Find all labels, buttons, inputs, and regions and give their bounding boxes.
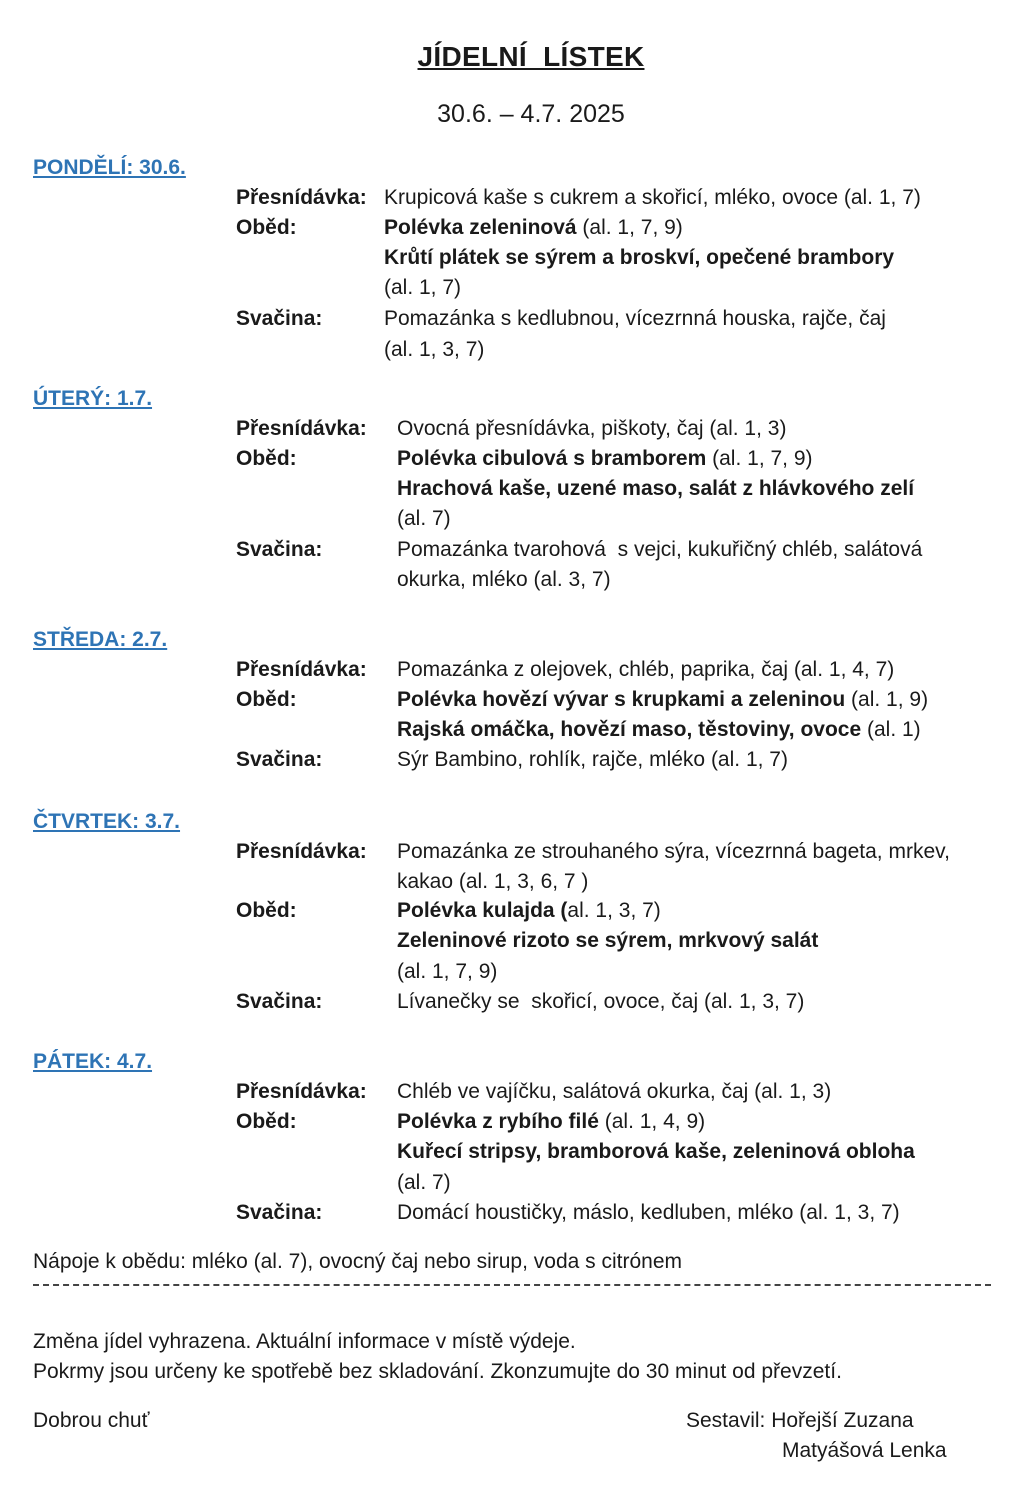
- meal-svacina-line: Sýr Bambino, rohlík, rajče, mléko (al. 1, 7): [397, 748, 788, 771]
- notice-change: Změna jídel vyhrazena. Aktuální informace v místě výdeje.: [33, 1330, 576, 1353]
- day-heading-tuesday: ÚTERÝ: 1.7.: [33, 387, 153, 410]
- main-dish-name: Krůtí plátek se sýrem a broskví, opečené brambory: [384, 246, 895, 269]
- meal-main-line: [384, 246, 894, 270]
- closing-greeting: Dobrou chuť: [33, 1409, 150, 1432]
- meal-label-presnidavka: Přesnídávka:: [236, 840, 367, 863]
- meal-label-svacina: Svačina:: [236, 990, 323, 1013]
- meal-presnidavka-line: Pomazánka z olejovek, chléb, paprika, čaj (al. 1, 4, 7): [397, 658, 895, 681]
- main-dish-name: Hrachová kaše, uzené maso, salát z hlávkového zelí: [397, 477, 915, 500]
- main-dish-allergens: (al. 1): [861, 718, 921, 741]
- soup-name: Polévka zeleninová: [384, 216, 577, 239]
- meal-presnidavka-line: Ovocná přesnídávka, piškoty, čaj (al. 1, 3): [397, 417, 787, 440]
- meal-svacina-line: Pomazánka tvarohová s vejci, kukuřičný chléb, salátová: [397, 538, 923, 561]
- meal-svacina-line: Pomazánka s kedlubnou, vícezrnná houska, rajče, čaj: [384, 307, 886, 330]
- main-dish-name: Rajská omáčka, hovězí maso, těstoviny, ovoce: [397, 718, 862, 741]
- soup-allergens: (al. 1, 4, 9): [598, 1110, 706, 1133]
- meal-presnidavka-line: Krupicová kaše s cukrem a skořicí, mléko, ovoce (al. 1, 7): [384, 186, 921, 209]
- day-heading-wednesday: STŘEDA: 2.7.: [33, 628, 168, 651]
- meal-soup-line: [397, 688, 928, 712]
- meal-main-allergens: (al. 7): [397, 1171, 451, 1194]
- day-heading-thursday: ČTVRTEK: 3.7.: [33, 810, 181, 833]
- meal-label-svacina: Svačina:: [236, 1201, 323, 1224]
- day-heading-monday: PONDĚLÍ: 30.6.: [33, 156, 186, 179]
- meal-main-line: [397, 1140, 915, 1164]
- meal-svacina-line: Domácí houstičky, máslo, kedluben, mléko (al. 1, 3, 7): [397, 1201, 900, 1224]
- separator-line: [33, 1284, 991, 1286]
- meal-label-presnidavka: Přesnídávka:: [236, 1080, 367, 1103]
- meal-presnidavka-line: Pomazánka ze strouhaného sýra, vícezrnná bageta, mrkev,: [397, 840, 950, 863]
- soup-name: Polévka cibulová s bramborem: [397, 447, 707, 470]
- meal-label-obed: Oběd:: [236, 447, 297, 470]
- meal-main-allergens: (al. 7): [397, 507, 451, 530]
- soup-name: Polévka hovězí vývar s krupkami a zeleninou: [397, 688, 846, 711]
- meal-svacina-line: okurka, mléko (al. 3, 7): [397, 568, 611, 591]
- meal-label-obed: Oběd:: [236, 1110, 297, 1133]
- meal-label-presnidavka: Přesnídávka:: [236, 417, 367, 440]
- meal-soup-line: [397, 447, 813, 471]
- meal-svacina-line: Lívanečky se skořicí, ovoce, čaj (al. 1, 3, 7): [397, 990, 805, 1013]
- meal-presnidavka-line: Chléb ve vajíčku, salátová okurka, čaj (al. 1, 3): [397, 1080, 832, 1103]
- meal-label-obed: Oběd:: [236, 216, 297, 239]
- meal-label-svacina: Svačina:: [236, 748, 323, 771]
- meal-label-svacina: Svačina:: [236, 538, 323, 561]
- notice-storage: Pokrmy jsou určeny ke spotřebě bez skladování. Zkonzumujte do 30 minut od převzetí.: [33, 1360, 842, 1383]
- meal-main-allergens: (al. 1, 7): [384, 276, 462, 299]
- meal-label-obed: Oběd:: [236, 899, 297, 922]
- main-dish-name: Kuřecí stripsy, bramborová kaše, zeleninová obloha: [397, 1140, 915, 1163]
- day-heading-friday: PÁTEK: 4.7.: [33, 1050, 153, 1073]
- date-range: 30.6. – 4.7. 2025: [437, 100, 625, 128]
- meal-soup-line: [397, 899, 661, 923]
- meal-presnidavka-line: kakao (al. 1, 3, 6, 7 ): [397, 870, 589, 893]
- meal-soup-line: [384, 216, 683, 240]
- signature-author-2: Matyášová Lenka: [782, 1439, 947, 1462]
- soup-allergens: (al. 1, 7, 9): [576, 216, 683, 239]
- meal-soup-line: [397, 1110, 705, 1134]
- meal-main-allergens: (al. 1, 7, 9): [397, 960, 498, 983]
- signature-author: Sestavil: Hořejší Zuzana: [686, 1409, 914, 1432]
- meal-label-presnidavka: Přesnídávka:: [236, 658, 367, 681]
- menu-title: JÍDELNÍ LÍSTEK: [417, 41, 645, 72]
- soup-allergens: al. 1, 3, 7): [567, 899, 661, 922]
- main-dish-name: Zeleninové rizoto se sýrem, mrkvový salát: [397, 929, 819, 952]
- meal-main-line: [397, 477, 914, 501]
- soup-allergens: (al. 1, 7, 9): [706, 447, 813, 470]
- soup-name: Polévka z rybího filé: [397, 1110, 599, 1133]
- meal-label-svacina: Svačina:: [236, 307, 323, 330]
- soup-name: Polévka kulajda (: [397, 899, 568, 922]
- drinks-note: Nápoje k obědu: mléko (al. 7), ovocný čaj nebo sirup, voda s citrónem: [33, 1250, 683, 1273]
- meal-label-obed: Oběd:: [236, 688, 297, 711]
- meal-main-line: [397, 929, 818, 953]
- soup-allergens: (al. 1, 9): [845, 688, 929, 711]
- meal-svacina-line: (al. 1, 3, 7): [384, 338, 485, 361]
- meal-main-line: [397, 718, 921, 742]
- meal-label-presnidavka: Přesnídávka:: [236, 186, 367, 209]
